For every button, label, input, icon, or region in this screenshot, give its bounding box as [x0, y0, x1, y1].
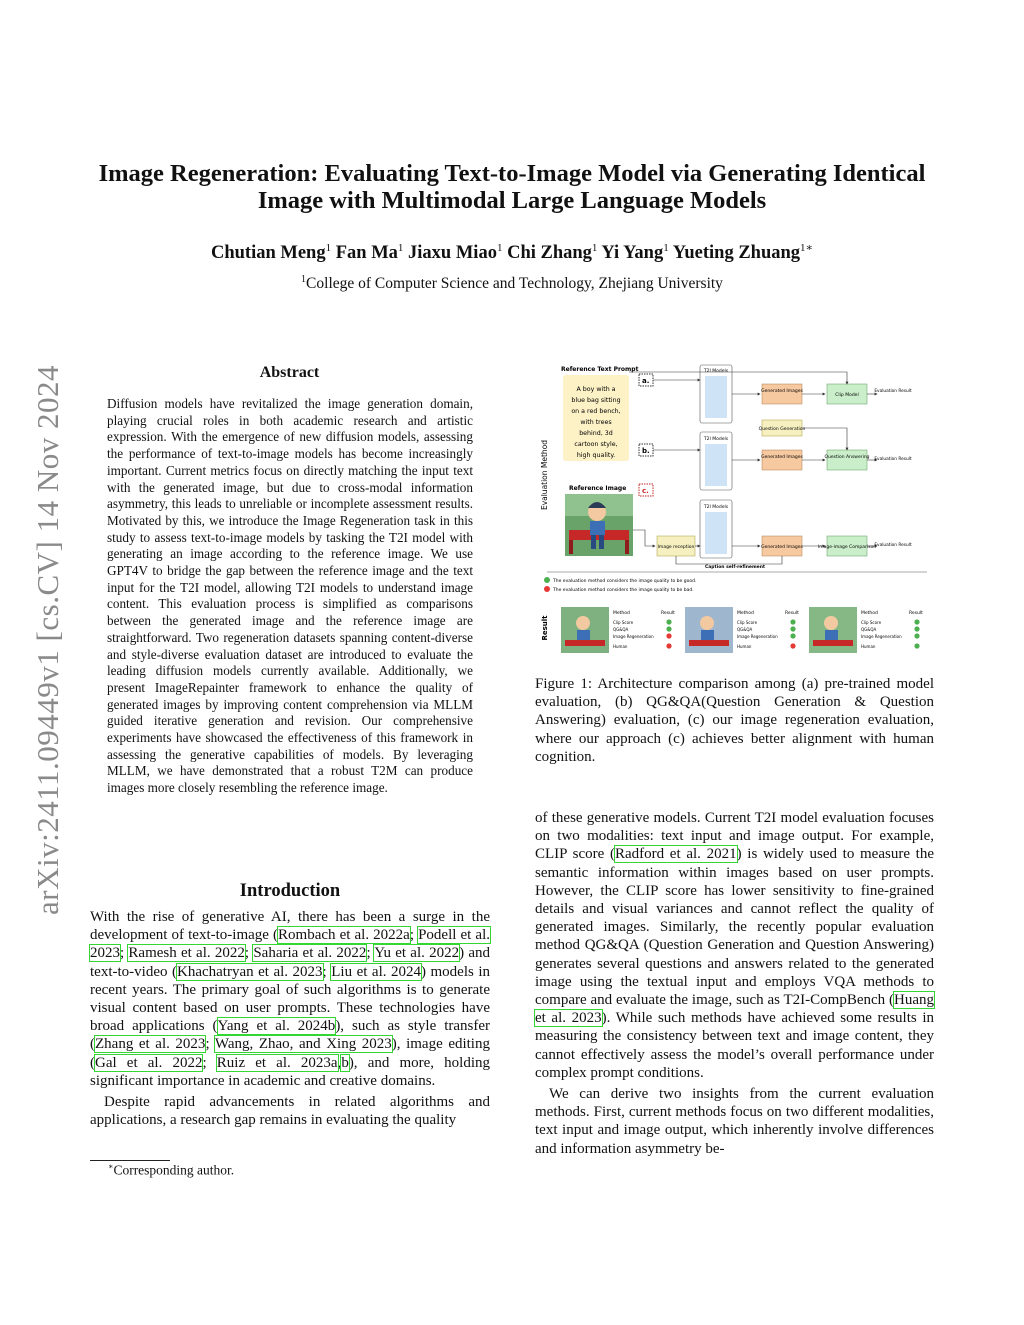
- paper-title: Image Regeneration: Evaluating Text-to-Image Model via Generating Identical Image with Multimodal Large Language Models: [98, 160, 926, 214]
- row-c: [633, 500, 912, 570]
- citation-link[interactable]: b: [341, 1054, 349, 1071]
- affiliation: $^1$College of Computer Science and Technology, Zhejiang University: [301, 274, 723, 293]
- row-b: [653, 420, 912, 490]
- author: Fan Ma: [335, 243, 398, 264]
- arxiv-identifier: arXiv:2411.09449v1 [cs.CV] 14 Nov 2024: [30, 365, 65, 915]
- bad-icon: [544, 586, 550, 592]
- paragraph: of these generative models. Current T2I model evaluation focuses on two modalities: text input and image output. For example, CLIP score (Radford et al. 2021) is widely used to measure the semantic information within images based on user prompts. However, the CLIP score has lower sensitivity to fine-grained details and visual variances and cannot reflect the quality of generated images. Similarly, the recently popular evaluation method QG&QA (Question Generation and Question Answering) generates several questions and answers related to the generated image using the textual input and employs VQA methods to compare and evaluate the image, such as T2I-CompBench (Huang et al. 2023). While such methods have achieved some results in measuring the consistency between text and image content, they cannot effectively assess the model’s overall performance under complex prompt conditions.: [535, 810, 934, 1081]
- paragraph: We can derive two insights from the current evaluation methods. First, current methods focus on two different modalities, text input and image output, which inherently involve differences and information asymmetry be-: [535, 1086, 934, 1157]
- author: Jiaxu Miao: [408, 243, 497, 264]
- legend-good: The evaluation method considers the image quality to be good.: [553, 579, 697, 584]
- row-label-c: c.: [642, 487, 649, 495]
- paragraph: Despite rapid advancements in related algorithms and applications, a research gap remains in evaluating the quality: [90, 1094, 490, 1129]
- svg-text:Evaluation Result: Evaluation Result: [874, 457, 912, 462]
- svg-text:Generated Images: Generated Images: [761, 455, 803, 460]
- citation-link[interactable]: Zhang et al. 2023: [95, 1036, 206, 1053]
- svg-text:T2I Models: T2I Models: [703, 369, 729, 374]
- citation-link[interactable]: Ruiz et al. 2023a: [216, 1054, 338, 1071]
- svg-text:Image Regeneration: Image Regeneration: [613, 634, 654, 639]
- reference-image-label: Reference Image: [569, 485, 627, 492]
- svg-text:Result: Result: [909, 611, 923, 616]
- svg-text:Evaluation Result: Evaluation Result: [874, 389, 912, 394]
- paragraph: With the rise of generative AI, there has been a surge in the development of text-to-image (Rombach et al. 2022a; Podell et al. 2023; Ramesh et al. 2022; Saharia et al. 2022; Yu et al. 2022) and text-to-video (Khachatryan et al. 2023; Liu et al. 2024) models in recent years. The primary goal of such algorithms is to generate visual content based on user prompts. These technologies have broad applications (Yang et al. 2024b), such as style transfer (Zhang et al. 2023; Wang, Zhao, and Xing 2023), image editing (Gal et al. 2022; Ruiz et al. 2023a,b), and more, holding significant importance in academic and creative domains.: [90, 909, 491, 1089]
- author-list: Chutian Meng$^1$ Fan Ma$^1$ Jiaxu Miao$^1$ Chi Zhang$^1$ Yi Yang$^1$ Yueting Zhuang$^{1∗}$: [210, 242, 814, 264]
- good-icon: [544, 577, 550, 583]
- introduction-heading: Introduction: [239, 881, 341, 901]
- reference-text-prompt-label: Reference Text Prompt: [561, 366, 639, 373]
- row-label-a: a.: [642, 377, 650, 385]
- citation-link[interactable]: Radford et al. 2021: [614, 846, 737, 863]
- svg-text:Human: Human: [613, 644, 628, 649]
- svg-text:Generated Images: Generated Images: [761, 545, 803, 550]
- reference-image: [565, 494, 633, 556]
- svg-text:with trees: with trees: [580, 419, 612, 426]
- svg-text:Result: Result: [785, 611, 799, 616]
- svg-text:Question Generation: Question Generation: [758, 427, 806, 432]
- result-panel-2: [685, 607, 799, 653]
- footnote-rule: [90, 1160, 170, 1161]
- svg-text:Human: Human: [861, 644, 876, 649]
- citation-link[interactable]: Khachatryan et al. 2023: [176, 963, 323, 980]
- svg-text:Question Answering: Question Answering: [824, 455, 870, 460]
- abstract-text: Diffusion models have revitalized the image generation domain, playing crucial roles in both academic research and artistic expression. With the emergence of new diffusion models, assessing the performance of text-to-image models has become increasingly important. Current metrics focus on directly matching the input text with the generated image, but due to cross-modal information asymmetry, this leads to unreliable or incomplete assessment results. Motivated by this, we introduce the Image Regeneration task in this study to assess text-to-image models by tasking the T2I model with generating an image according to the reference image. We use GPT4V to bridge the gap between the reference image and the text input for the T2I model, allowing T2I models to understand image content. This evaluation process is simplified as comparisons between the generated image and the reference image are straightforward. Two regeneration datasets spanning content-diverse and style-diverse evaluation dataset are introduced to evaluate the leading diffusion models currently available. Additionally, we present ImageRepainter framework to enhance the quality of generated images by improving content comprehension via MLLM guided iterative generation and revision. Our comprehensive experiments have showcased the effectiveness of this framework in assessing the generative capabilities of models. By leveraging MLLM, we have demonstrated that a robust T2M can produce images more closely resembling the reference image.: [107, 396, 473, 796]
- svg-text:Result: Result: [661, 611, 675, 616]
- svg-text:A boy with a: A boy with a: [576, 386, 616, 393]
- svg-text:QG&QA: QG&QA: [613, 627, 629, 632]
- author: Yi Yang: [601, 243, 664, 264]
- svg-text:Human: Human: [737, 644, 752, 649]
- row-a: [629, 365, 912, 423]
- author: Chutian Meng: [210, 243, 326, 264]
- architecture-figure: [535, 360, 934, 660]
- svg-text:Evaluation Result: Evaluation Result: [874, 543, 912, 548]
- introduction-text: [90, 908, 490, 1129]
- svg-text:Clip Model: Clip Model: [835, 393, 859, 398]
- svg-text:Method: Method: [737, 611, 754, 616]
- svg-text:Image Regeneration: Image Regeneration: [861, 634, 902, 639]
- citation-link[interactable]: Ramesh et al. 2022: [128, 945, 245, 962]
- svg-text:Method: Method: [613, 611, 630, 616]
- svg-text:Image Regeneration: Image Regeneration: [737, 634, 778, 639]
- result-panel-1: [561, 607, 675, 653]
- citation-link[interactable]: Gal et al. 2022: [95, 1054, 203, 1071]
- svg-text:Clip Score: Clip Score: [613, 620, 634, 625]
- citation-link[interactable]: Saharia et al. 2022: [253, 945, 367, 962]
- figure-caption: Figure 1: Architecture comparison among (a) pre-trained model evaluation, (b) QG&QA(Question Generation & Question Answering) evaluation, (c) our image regeneration evaluation, where our approach (c) achieves better alignment with human cognition.: [535, 676, 934, 765]
- citation-link[interactable]: Yang et al. 2024b: [217, 1018, 336, 1035]
- citation-link[interactable]: Huang et al. 2023: [535, 992, 934, 1027]
- svg-text:Clip Score: Clip Score: [861, 620, 882, 625]
- author: Yueting Zhuang: [672, 243, 801, 264]
- svg-text:Caption self-refinement: Caption self-refinement: [704, 565, 766, 570]
- evaluation-method-label: Evaluation Method: [540, 439, 549, 511]
- svg-text:Generated Images: Generated Images: [761, 389, 803, 394]
- legend-bad: The evaluation method considers the image quality to be bad.: [553, 588, 694, 593]
- abstract-heading: Abstract: [259, 364, 320, 381]
- citation-link[interactable]: Rombach et al. 2022a: [278, 927, 410, 944]
- author: Chi Zhang: [507, 243, 592, 264]
- citation-link[interactable]: Liu et al. 2024: [331, 963, 421, 980]
- citation-link[interactable]: Wang, Zhao, and Xing 2023: [214, 1036, 392, 1053]
- svg-text:QG&QA: QG&QA: [737, 627, 753, 632]
- result-panel-3: [809, 607, 923, 653]
- footnote: ∗Corresponding author.: [108, 1162, 235, 1178]
- right-column-text: [535, 809, 934, 1158]
- svg-text:Method: Method: [861, 611, 878, 616]
- svg-text:high quality.: high quality.: [576, 452, 616, 459]
- citation-link[interactable]: Podell et al. 2023: [90, 927, 490, 962]
- svg-text:Clip Score: Clip Score: [737, 620, 758, 625]
- svg-text:cartoon style,: cartoon style,: [574, 441, 618, 448]
- citation-link[interactable]: Yu et al. 2022: [374, 945, 460, 962]
- svg-text:Image-image Comparison: Image-image Comparison: [817, 545, 877, 550]
- svg-text:QG&QA: QG&QA: [861, 627, 877, 632]
- svg-text:behind, 3d: behind, 3d: [579, 430, 613, 437]
- svg-text:Image reception: Image reception: [657, 545, 695, 550]
- result-label: Result: [541, 615, 549, 641]
- svg-text:T2I Models: T2I Models: [703, 437, 729, 442]
- svg-text:blue bag sitting: blue bag sitting: [571, 397, 621, 404]
- svg-text:T2I Models: T2I Models: [703, 505, 729, 510]
- row-label-b: b.: [642, 447, 650, 455]
- svg-text:on a red bench,: on a red bench,: [571, 408, 621, 415]
